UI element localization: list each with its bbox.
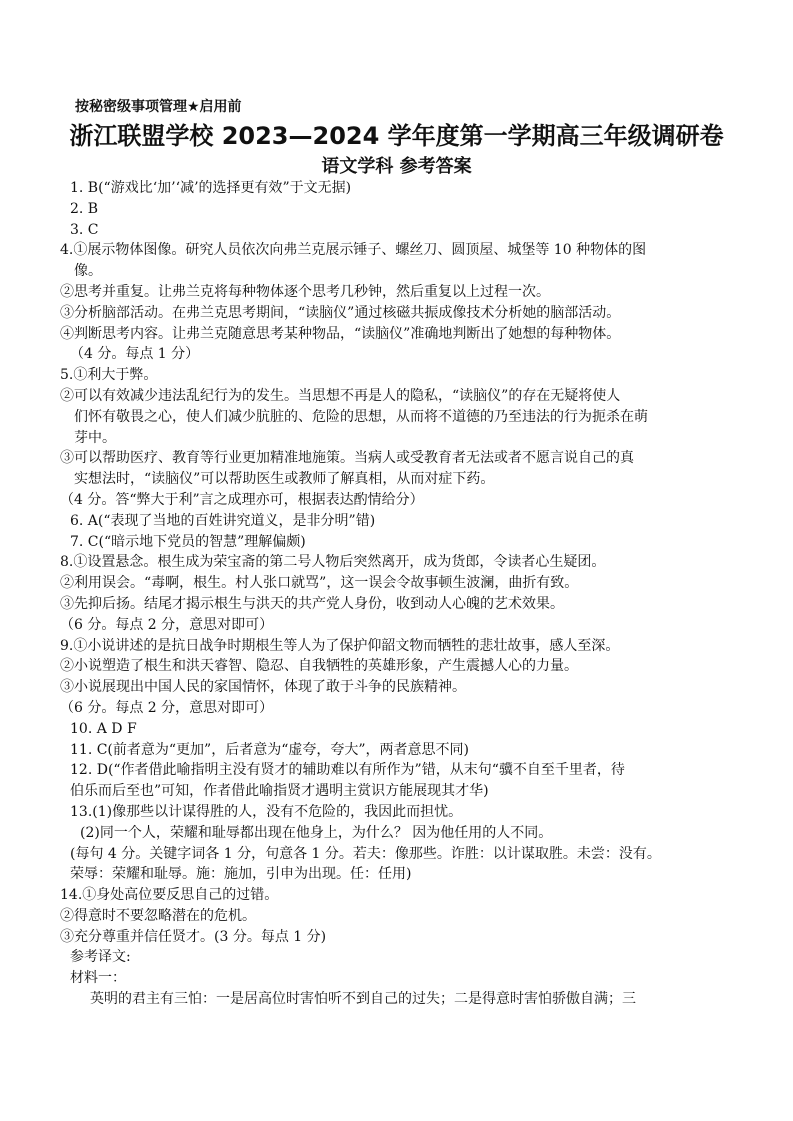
answer-line: 11. C(前者意为“更加”，后者意为“虚夸，夸大”，两者意思不同) (70, 741, 469, 758)
answer-body (60, 178, 730, 1010)
confidentiality-label: 按秘密级事项管理★启用前 (75, 99, 242, 115)
answer-line: 英明的君主有三怕：一是居高位时害怕听不到自己的过失；二是得意时害怕骄傲自满；三 (90, 991, 636, 1008)
answer-line: ③小说展现出中国人民的家国情怀，体现了敢于斗争的民族精神。 (60, 679, 466, 696)
answer-line: 1. B(“游戏比‘加’‘减’的选择更有效”于文无据) (70, 180, 352, 196)
answer-line: 像。 (74, 263, 102, 280)
answer-line: 7. C(“暗示地下党员的智慧”理解偏颇) (70, 533, 306, 550)
answer-line: 10. A D F (70, 720, 137, 737)
answer-line: ③先抑后扬。结尾才揭示根生与洪天的共产党人身份，收到动人心魄的艺术效果。 (60, 595, 564, 612)
answer-line: ②得意时不要忽略潜在的危机。 (60, 907, 256, 924)
answer-line: （4 分。每点 1 分） (70, 346, 200, 363)
answer-line: 8.①设置悬念。根生成为荣宝斋的第二号人物后突然离开，成为货郎，令读者心生疑团。 (60, 554, 606, 571)
answer-line: (每句 4 分。关键字词各 1 分，句意各 1 分。若夫：像那些。诈胜：以计谋取胜。未尝：没有。 (70, 845, 661, 862)
answer-line: ④判断思考内容。让弗兰克随意思考某种物品，“读脑仪”准确地判断出了她想的每种物体。 (60, 325, 621, 342)
answer-line: 14.①身处高位要反思自己的过错。 (60, 887, 279, 904)
answer-line: ②思考并重复。让弗兰克将每种物体逐个思考几秒钟，然后重复以上过程一次。 (60, 283, 550, 300)
answer-line: 13.(1)像那些以计谋得胜的人，没有不危险的，我因此而担忧。 (70, 803, 463, 820)
answer-line: ③分析脑部活动。在弗兰克思考期间，“读脑仪”通过核磁共振成像技术分析她的脑部活动。 (60, 304, 621, 321)
answer-line: 材料一： (70, 970, 126, 987)
answer-line: ③充分尊重并信任贤才。(3 分。每点 1 分) (60, 928, 327, 945)
answer-line: 2. B (70, 200, 99, 217)
answer-line: ③可以帮助医疗、教育等行业更加精准地施策。当病人或受教育者无法或者不愿言说自己的真 (60, 450, 634, 467)
page-title: 浙江联盟学校 2023—2024 学年度第一学期高三年级调研卷 (69, 122, 724, 150)
answer-line: 4.①展示物体图像。研究人员依次向弗兰克展示锤子、螺丝刀、圆顶屋、城堡等 10 种物体的图 (60, 242, 647, 259)
answer-line: 们怀有敬畏之心，使人们减少肮脏的、危险的思想，从而将不道德的乃至违法的行为扼杀在萌 (74, 408, 648, 425)
answer-line: （6 分。每点 2 分，意思对即可） (60, 699, 274, 716)
answer-line: 荣辱：荣耀和耻辱。施：施加，引申为出现。任：任用) (70, 866, 412, 883)
answer-line: （4 分。答“弊大于利”言之成理亦可，根据表达酌情给分） (60, 491, 424, 508)
page-subtitle: 语文学科 参考答案 (321, 156, 472, 177)
answer-line: (2)同一个人，荣耀和耻辱都出现在他身上，为什么？ 因为他任用的人不同。 (80, 824, 553, 841)
answer-line: 9.①小说讲述的是抗日战争时期根生等人为了保护仰韶文物而牺牲的悲壮故事，感人至深。 (60, 637, 620, 654)
answer-line: ②利用误会。“毒啊，根生。村人张口就骂”，这一误会令故事顿生波澜，曲折有致。 (60, 575, 579, 592)
answer-line: 参考译文: (70, 949, 131, 966)
answer-line: 6. A(“表现了当地的百姓讲究道义，是非分明”错) (70, 512, 376, 529)
answer-line: 5.①利大于弊。 (60, 367, 158, 384)
answer-line: （6 分。每点 2 分，意思对即可） (60, 616, 274, 633)
answer-line: 12. D(“作者借此喻指明主没有贤才的辅助难以有所作为”错，从末句“骥不自至千里者，待 (70, 762, 625, 779)
answer-line: 3. C (70, 221, 99, 238)
answer-line: ②可以有效减少违法乱纪行为的发生。当思想不再是人的隐私，“读脑仪”的存在无疑将使人 (60, 387, 621, 404)
answer-line: 实想法时，“读脑仪”可以帮助医生或教师了解真相，从而对症下药。 (74, 471, 495, 488)
answer-line: ②小说塑造了根生和洪天睿智、隐忍、自我牺牲的英雄形象，产生震撼人心的力量。 (60, 658, 578, 675)
answer-line: 伯乐而后至也”可知，作者借此喻指贤才遇明主赏识方能展现其才华) (70, 783, 489, 800)
answer-line: 芽中。 (74, 429, 116, 446)
